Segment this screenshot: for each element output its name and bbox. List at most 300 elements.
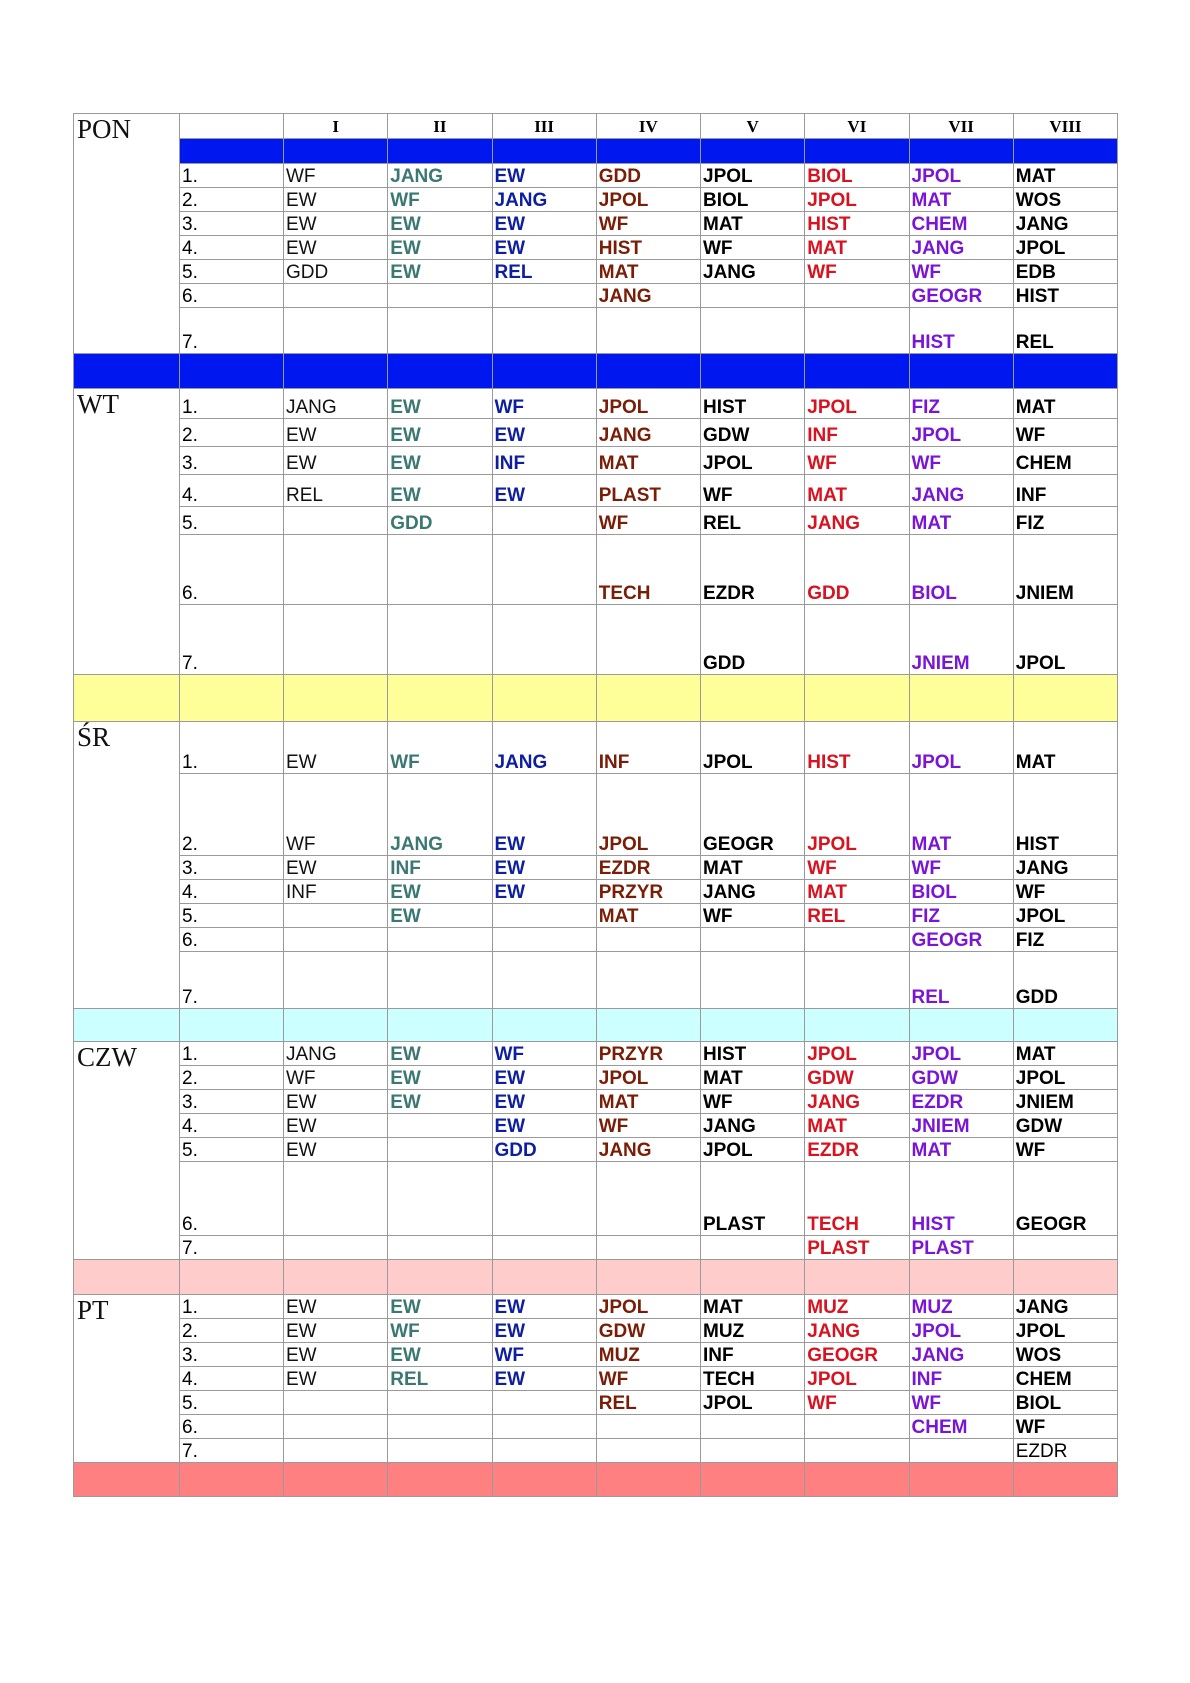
subject-cell: REL — [284, 475, 388, 507]
separator-cell — [1013, 1463, 1117, 1497]
subject-cell — [805, 952, 909, 1009]
separator-cell — [701, 1260, 805, 1295]
subject-cell: JANG — [805, 507, 909, 535]
separator-cell — [388, 1260, 492, 1295]
subject-cell — [284, 535, 388, 605]
separator-cell — [596, 354, 700, 389]
subject-cell: EW — [492, 856, 596, 880]
separator-cell — [596, 1009, 700, 1042]
header-class-6: VI — [805, 114, 909, 139]
subject-cell: HIST — [701, 1042, 805, 1066]
subject-cell: JANG — [492, 188, 596, 212]
subject-cell: BIOL — [805, 164, 909, 188]
subject-cell: WF — [805, 856, 909, 880]
subject-cell: MAT — [909, 188, 1013, 212]
subject-cell: EW — [388, 904, 492, 928]
separator-cell — [492, 139, 596, 164]
subject-cell — [388, 952, 492, 1009]
separator-cell — [909, 354, 1013, 389]
subject-cell: JPOL — [909, 1319, 1013, 1343]
subject-cell: MAT — [1013, 1042, 1117, 1066]
subject-cell: JPOL — [805, 1042, 909, 1066]
lesson-row — [74, 928, 1118, 952]
subject-cell: WOS — [1013, 188, 1117, 212]
subject-cell: MAT — [805, 475, 909, 507]
header-class-3: III — [492, 114, 596, 139]
subject-cell: EW — [284, 1343, 388, 1367]
subject-cell: CHEM — [909, 212, 1013, 236]
subject-cell: MAT — [701, 1295, 805, 1319]
separator-cell — [180, 1463, 284, 1497]
subject-cell: EW — [388, 475, 492, 507]
lesson-row — [74, 1066, 1118, 1090]
lesson-row — [74, 212, 1118, 236]
subject-cell: WF — [284, 1066, 388, 1090]
separator-cell — [74, 354, 180, 389]
subject-cell: EW — [388, 389, 492, 419]
subject-cell — [492, 1439, 596, 1463]
subject-cell: JANG — [1013, 856, 1117, 880]
subject-cell: FIZ — [909, 904, 1013, 928]
lesson-row — [74, 722, 1118, 774]
separator-row — [74, 1463, 1118, 1497]
lesson-row — [74, 260, 1118, 284]
subject-cell: WF — [596, 1114, 700, 1138]
subject-cell: EDB — [1013, 260, 1117, 284]
subject-cell: JPOL — [909, 164, 1013, 188]
header-class-2: II — [388, 114, 492, 139]
separator-cell — [701, 354, 805, 389]
lesson-row — [74, 1319, 1118, 1343]
subject-cell: GEOGR — [909, 928, 1013, 952]
day-label-3: CZW — [74, 1042, 180, 1260]
subject-cell — [596, 308, 700, 354]
subject-cell — [284, 284, 388, 308]
subject-cell — [701, 1236, 805, 1260]
subject-cell: JPOL — [596, 188, 700, 212]
subject-cell: HIST — [909, 308, 1013, 354]
lesson-number: 6. — [180, 284, 284, 308]
subject-cell: WF — [1013, 1138, 1117, 1162]
lesson-row — [74, 774, 1118, 856]
lesson-number: 1. — [180, 1042, 284, 1066]
subject-cell: EW — [284, 236, 388, 260]
subject-cell: EW — [492, 164, 596, 188]
subject-cell — [388, 535, 492, 605]
lesson-number: 6. — [180, 1415, 284, 1439]
subject-cell — [701, 308, 805, 354]
separator-cell — [805, 675, 909, 722]
subject-cell: REL — [909, 952, 1013, 1009]
subject-cell: JANG — [909, 236, 1013, 260]
lesson-number: 6. — [180, 928, 284, 952]
separator-cell — [805, 1260, 909, 1295]
subject-cell: JANG — [1013, 212, 1117, 236]
subject-cell: HIST — [1013, 284, 1117, 308]
subject-cell: MAT — [909, 774, 1013, 856]
subject-cell — [388, 1439, 492, 1463]
separator-cell — [74, 1260, 180, 1295]
subject-cell: EW — [492, 1319, 596, 1343]
lesson-row — [74, 856, 1118, 880]
lesson-number: 2. — [180, 419, 284, 447]
subject-cell: EW — [284, 1114, 388, 1138]
lesson-row — [74, 1439, 1118, 1463]
subject-cell: GDW — [805, 1066, 909, 1090]
subject-cell: JPOL — [805, 1367, 909, 1391]
separator-cell — [388, 354, 492, 389]
lesson-number: 5. — [180, 1138, 284, 1162]
subject-cell: EW — [284, 722, 388, 774]
subject-cell: INF — [1013, 475, 1117, 507]
subject-cell: EW — [388, 880, 492, 904]
subject-cell: EZDR — [1013, 1439, 1117, 1463]
subject-cell: JPOL — [1013, 236, 1117, 260]
separator-cell — [1013, 139, 1117, 164]
subject-cell: FIZ — [1013, 928, 1117, 952]
separator-cell — [909, 1009, 1013, 1042]
subject-cell: EW — [284, 1090, 388, 1114]
subject-cell: JNIEM — [909, 605, 1013, 675]
subject-cell: EZDR — [701, 535, 805, 605]
subject-cell: INF — [805, 419, 909, 447]
subject-cell: JPOL — [1013, 1319, 1117, 1343]
subject-cell: REL — [701, 507, 805, 535]
separator-row — [74, 354, 1118, 389]
subject-cell: EW — [492, 1295, 596, 1319]
subject-cell: JPOL — [909, 419, 1013, 447]
header-class-7: VII — [909, 114, 1013, 139]
subject-cell: INF — [492, 447, 596, 475]
lesson-number: 1. — [180, 722, 284, 774]
lesson-row — [74, 475, 1118, 507]
lesson-number: 4. — [180, 880, 284, 904]
subject-cell: EW — [492, 1090, 596, 1114]
subject-cell: EW — [388, 1042, 492, 1066]
subject-cell — [492, 284, 596, 308]
separator-cell — [492, 354, 596, 389]
lesson-number: 3. — [180, 856, 284, 880]
lesson-row — [74, 1295, 1118, 1319]
subject-cell: MUZ — [701, 1319, 805, 1343]
subject-cell: MAT — [596, 1090, 700, 1114]
subject-cell — [284, 507, 388, 535]
separator-cell — [909, 1260, 1013, 1295]
day-label-4: PT — [74, 1295, 180, 1463]
subject-cell — [596, 605, 700, 675]
header-class-4: IV — [596, 114, 700, 139]
separator-cell — [596, 139, 700, 164]
subject-cell: WF — [284, 164, 388, 188]
subject-cell: JANG — [284, 389, 388, 419]
subject-cell — [492, 1236, 596, 1260]
lesson-row — [74, 1343, 1118, 1367]
separator-cell — [284, 675, 388, 722]
subject-cell: JPOL — [805, 188, 909, 212]
subject-cell: EW — [388, 419, 492, 447]
subject-cell: HIST — [596, 236, 700, 260]
subject-cell — [388, 1138, 492, 1162]
subject-cell: EW — [388, 260, 492, 284]
separator-cell — [492, 1009, 596, 1042]
subject-cell — [388, 928, 492, 952]
subject-cell: HIST — [805, 722, 909, 774]
subject-cell: GDW — [596, 1319, 700, 1343]
subject-cell — [284, 308, 388, 354]
subject-cell — [492, 952, 596, 1009]
subject-cell: MAT — [596, 904, 700, 928]
subject-cell: JNIEM — [909, 1114, 1013, 1138]
lesson-number: 2. — [180, 188, 284, 212]
subject-cell: WF — [388, 722, 492, 774]
separator-cell — [701, 139, 805, 164]
lesson-number: 5. — [180, 260, 284, 284]
subject-cell: JPOL — [1013, 605, 1117, 675]
subject-cell: JPOL — [701, 164, 805, 188]
subject-cell: JPOL — [701, 1138, 805, 1162]
subject-cell: REL — [1013, 308, 1117, 354]
subject-cell: GDD — [284, 260, 388, 284]
subject-cell: EW — [388, 1343, 492, 1367]
subject-cell: REL — [388, 1367, 492, 1391]
subject-cell: JPOL — [596, 389, 700, 419]
separator-cell — [492, 1260, 596, 1295]
separator-cell — [284, 1260, 388, 1295]
subject-cell: JANG — [909, 1343, 1013, 1367]
lesson-row — [74, 389, 1118, 419]
separator-cell — [180, 1009, 284, 1042]
subject-cell: EW — [492, 236, 596, 260]
separator-cell — [805, 354, 909, 389]
subject-cell — [388, 605, 492, 675]
subject-cell: WF — [909, 260, 1013, 284]
subject-cell: JANG — [805, 1319, 909, 1343]
subject-cell: EW — [388, 1090, 492, 1114]
subject-cell: PLAST — [701, 1162, 805, 1236]
lesson-row — [74, 904, 1118, 928]
separator-cell — [596, 675, 700, 722]
subject-cell: FIZ — [909, 389, 1013, 419]
subject-cell: WOS — [1013, 1343, 1117, 1367]
lesson-row — [74, 447, 1118, 475]
subject-cell: PLAST — [909, 1236, 1013, 1260]
subject-cell: MAT — [1013, 722, 1117, 774]
subject-cell: PLAST — [596, 475, 700, 507]
subject-cell — [701, 952, 805, 1009]
subject-cell: INF — [909, 1367, 1013, 1391]
subject-cell: HIST — [1013, 774, 1117, 856]
subject-cell — [596, 1439, 700, 1463]
subject-cell: JPOL — [701, 722, 805, 774]
subject-cell: WF — [909, 1391, 1013, 1415]
subject-cell — [805, 605, 909, 675]
separator-cell — [805, 139, 909, 164]
subject-cell — [596, 1162, 700, 1236]
subject-cell — [284, 1415, 388, 1439]
subject-cell: BIOL — [909, 535, 1013, 605]
separator-cell — [909, 1463, 1013, 1497]
subject-cell: MAT — [701, 856, 805, 880]
subject-cell — [596, 1236, 700, 1260]
subject-cell: GDD — [701, 605, 805, 675]
separator-cell — [74, 1009, 180, 1042]
lesson-row — [74, 1114, 1118, 1138]
subject-cell — [492, 1162, 596, 1236]
separator-cell — [805, 1009, 909, 1042]
lesson-row — [74, 1042, 1118, 1066]
subject-cell — [388, 1236, 492, 1260]
subject-cell: GDD — [492, 1138, 596, 1162]
subject-cell: MAT — [596, 260, 700, 284]
subject-cell: EW — [492, 475, 596, 507]
lesson-row — [74, 952, 1118, 1009]
subject-cell: REL — [596, 1391, 700, 1415]
subject-cell: MAT — [909, 1138, 1013, 1162]
separator-cell — [284, 1009, 388, 1042]
subject-cell — [492, 1391, 596, 1415]
subject-cell — [805, 1415, 909, 1439]
subject-cell — [284, 1236, 388, 1260]
subject-cell: WF — [1013, 419, 1117, 447]
subject-cell: MAT — [701, 212, 805, 236]
day-label-pon: PON — [74, 114, 180, 354]
separator-cell — [805, 1463, 909, 1497]
lesson-row — [74, 1162, 1118, 1236]
subject-cell: EW — [492, 880, 596, 904]
subject-cell: EW — [388, 1066, 492, 1090]
subject-cell: JANG — [284, 1042, 388, 1066]
subject-cell: HIST — [909, 1162, 1013, 1236]
lesson-number: 7. — [180, 1439, 284, 1463]
subject-cell: JNIEM — [1013, 535, 1117, 605]
lesson-number: 5. — [180, 1391, 284, 1415]
subject-cell: JPOL — [1013, 904, 1117, 928]
subject-cell: WF — [701, 475, 805, 507]
separator-cell — [74, 675, 180, 722]
subject-cell: MUZ — [909, 1295, 1013, 1319]
subject-cell: JPOL — [909, 722, 1013, 774]
subject-cell: PRZYR — [596, 1042, 700, 1066]
subject-cell — [701, 1415, 805, 1439]
subject-cell — [1013, 1236, 1117, 1260]
subject-cell: EW — [388, 236, 492, 260]
subject-cell: WF — [701, 236, 805, 260]
subject-cell: GEOGR — [909, 284, 1013, 308]
subject-cell — [805, 1439, 909, 1463]
lesson-row — [74, 1236, 1118, 1260]
lesson-number: 1. — [180, 389, 284, 419]
subject-cell — [492, 535, 596, 605]
subject-cell: TECH — [701, 1367, 805, 1391]
subject-cell: EW — [284, 447, 388, 475]
subject-cell: JANG — [596, 419, 700, 447]
subject-cell: EZDR — [805, 1138, 909, 1162]
subject-cell: EW — [492, 212, 596, 236]
subject-cell: EZDR — [909, 1090, 1013, 1114]
lesson-number: 7. — [180, 605, 284, 675]
timetable-body — [74, 114, 1118, 1497]
subject-cell — [492, 904, 596, 928]
subject-cell: JPOL — [805, 389, 909, 419]
lesson-number: 4. — [180, 1114, 284, 1138]
subject-cell: EZDR — [596, 856, 700, 880]
subject-cell: WF — [805, 447, 909, 475]
lesson-row — [74, 1090, 1118, 1114]
lesson-row — [74, 1138, 1118, 1162]
subject-cell — [388, 1114, 492, 1138]
subject-cell: WF — [1013, 1415, 1117, 1439]
separator-cell — [909, 675, 1013, 722]
subject-cell — [284, 1439, 388, 1463]
subject-cell — [284, 605, 388, 675]
lesson-number: 3. — [180, 447, 284, 475]
lesson-row — [74, 419, 1118, 447]
subject-cell — [388, 1162, 492, 1236]
lesson-number: 2. — [180, 774, 284, 856]
subject-cell — [701, 1439, 805, 1463]
timetable — [73, 113, 1118, 1497]
subject-cell: INF — [388, 856, 492, 880]
subject-cell: MAT — [805, 1114, 909, 1138]
subject-cell: HIST — [805, 212, 909, 236]
subject-cell: EW — [492, 1367, 596, 1391]
subject-cell: GDW — [1013, 1114, 1117, 1138]
separator-cell — [180, 354, 284, 389]
subject-cell: WF — [492, 389, 596, 419]
separator-cell — [909, 139, 1013, 164]
subject-cell: REL — [805, 904, 909, 928]
subject-cell: JPOL — [909, 1042, 1013, 1066]
separator-cell — [1013, 354, 1117, 389]
separator-cell — [596, 1260, 700, 1295]
separator-cell — [388, 1009, 492, 1042]
subject-cell — [596, 952, 700, 1009]
subject-cell: EW — [284, 1138, 388, 1162]
header-row — [74, 114, 1118, 139]
separator-row — [74, 1260, 1118, 1295]
subject-cell: MAT — [1013, 389, 1117, 419]
subject-cell: MAT — [909, 507, 1013, 535]
lesson-number: 2. — [180, 1319, 284, 1343]
subject-cell: WF — [492, 1343, 596, 1367]
subject-cell: GDW — [909, 1066, 1013, 1090]
subject-cell: BIOL — [701, 188, 805, 212]
subject-cell — [492, 605, 596, 675]
subject-cell: GDW — [701, 419, 805, 447]
subject-cell: GDD — [805, 535, 909, 605]
subject-cell: MAT — [805, 880, 909, 904]
subject-cell — [492, 507, 596, 535]
subject-cell: WF — [596, 507, 700, 535]
subject-cell: WF — [805, 260, 909, 284]
subject-cell — [805, 928, 909, 952]
separator-row — [74, 139, 1118, 164]
separator-cell — [1013, 675, 1117, 722]
subject-cell: PLAST — [805, 1236, 909, 1260]
subject-cell: FIZ — [1013, 507, 1117, 535]
subject-cell: JPOL — [701, 1391, 805, 1415]
lesson-number: 5. — [180, 904, 284, 928]
separator-cell — [180, 139, 284, 164]
lesson-number: 7. — [180, 1236, 284, 1260]
subject-cell — [492, 1415, 596, 1439]
lesson-row — [74, 308, 1118, 354]
subject-cell — [284, 1162, 388, 1236]
subject-cell: WF — [701, 1090, 805, 1114]
separator-cell — [492, 1463, 596, 1497]
subject-cell — [701, 284, 805, 308]
lesson-row — [74, 1415, 1118, 1439]
